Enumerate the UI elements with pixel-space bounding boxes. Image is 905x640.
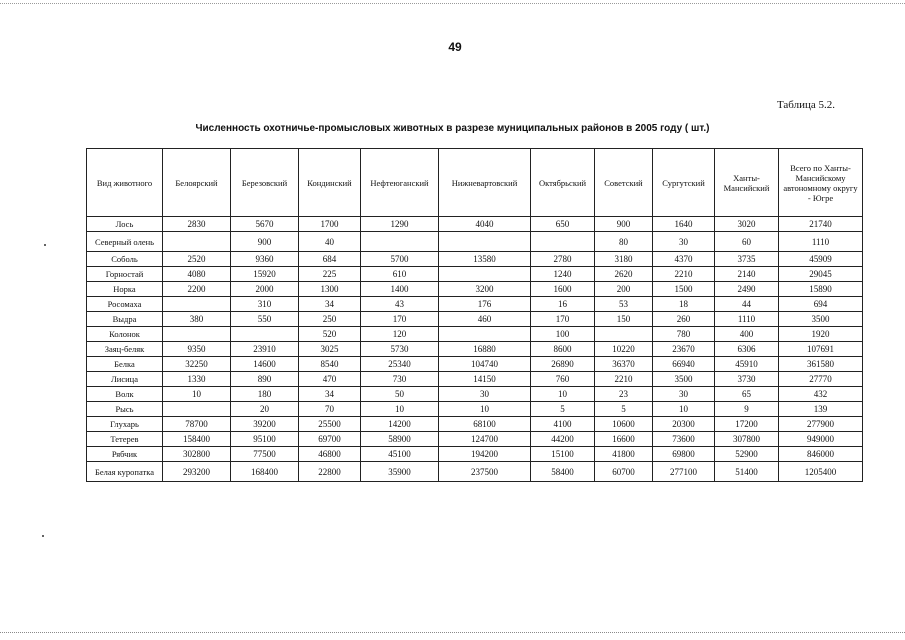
table-row — [87, 447, 863, 462]
count-cell: 200 — [595, 282, 653, 297]
count-cell: 1300 — [299, 282, 361, 297]
count-cell — [163, 232, 231, 252]
count-cell: 15920 — [231, 267, 299, 282]
count-cell: 225 — [299, 267, 361, 282]
count-cell: 120 — [361, 327, 439, 342]
count-cell: 51400 — [715, 462, 779, 482]
species-cell: Лисица — [87, 372, 163, 387]
count-cell: 44 — [715, 297, 779, 312]
count-cell: 4100 — [531, 417, 595, 432]
scan-edge-bottom — [0, 632, 905, 633]
count-cell: 650 — [531, 217, 595, 232]
column-header-district: Советский — [595, 149, 653, 217]
count-cell: 10 — [163, 387, 231, 402]
count-cell: 5670 — [231, 217, 299, 232]
count-cell: 4080 — [163, 267, 231, 282]
count-cell: 16 — [531, 297, 595, 312]
column-header-district: Кондинский — [299, 149, 361, 217]
count-cell: 760 — [531, 372, 595, 387]
count-cell: 1400 — [361, 282, 439, 297]
count-cell: 29045 — [779, 267, 863, 282]
species-cell: Глухарь — [87, 417, 163, 432]
count-cell: 15890 — [779, 282, 863, 297]
count-cell — [163, 402, 231, 417]
count-cell: 194200 — [439, 447, 531, 462]
species-cell: Горностай — [87, 267, 163, 282]
species-cell: Волк — [87, 387, 163, 402]
count-cell: 610 — [361, 267, 439, 282]
count-cell: 3025 — [299, 342, 361, 357]
count-cell: 170 — [361, 312, 439, 327]
count-cell: 293200 — [163, 462, 231, 482]
species-cell: Колонок — [87, 327, 163, 342]
count-cell: 1290 — [361, 217, 439, 232]
count-cell: 60700 — [595, 462, 653, 482]
count-cell: 1110 — [715, 312, 779, 327]
table-row — [87, 357, 863, 372]
count-cell: 2520 — [163, 252, 231, 267]
count-cell: 2490 — [715, 282, 779, 297]
count-cell: 170 — [531, 312, 595, 327]
count-cell: 20300 — [653, 417, 715, 432]
count-cell: 124700 — [439, 432, 531, 447]
count-cell: 77500 — [231, 447, 299, 462]
count-cell: 14150 — [439, 372, 531, 387]
count-cell: 10220 — [595, 342, 653, 357]
count-cell: 25340 — [361, 357, 439, 372]
table-row — [87, 232, 863, 252]
count-cell: 50 — [361, 387, 439, 402]
count-cell: 40 — [299, 232, 361, 252]
table-caption: Численность охотничье-промысловых животных в разрезе муниципальных районов в 2005 году ( шт.) — [195, 123, 710, 134]
column-header-district: Всего по Ханты-Мансийскому автономному округу - Югре — [779, 149, 863, 217]
count-cell: 21740 — [779, 217, 863, 232]
count-cell: 2140 — [715, 267, 779, 282]
count-cell: 5 — [595, 402, 653, 417]
count-cell: 45909 — [779, 252, 863, 267]
count-cell: 310 — [231, 297, 299, 312]
count-cell: 432 — [779, 387, 863, 402]
count-cell: 9 — [715, 402, 779, 417]
column-header-species: Вид животного — [87, 149, 163, 217]
count-cell: 20 — [231, 402, 299, 417]
species-cell: Рысь — [87, 402, 163, 417]
count-cell: 18 — [653, 297, 715, 312]
count-cell: 25500 — [299, 417, 361, 432]
count-cell: 16600 — [595, 432, 653, 447]
count-cell: 5 — [531, 402, 595, 417]
count-cell: 3500 — [779, 312, 863, 327]
count-cell: 307800 — [715, 432, 779, 447]
scan-speck — [42, 535, 44, 537]
count-cell — [595, 327, 653, 342]
count-cell: 22800 — [299, 462, 361, 482]
count-cell: 32250 — [163, 357, 231, 372]
count-cell: 34 — [299, 387, 361, 402]
table-row — [87, 312, 863, 327]
count-cell: 35900 — [361, 462, 439, 482]
count-cell: 80 — [595, 232, 653, 252]
count-cell: 237500 — [439, 462, 531, 482]
count-cell — [531, 232, 595, 252]
column-header-district: Сургутский — [653, 149, 715, 217]
count-cell: 1330 — [163, 372, 231, 387]
count-cell: 17200 — [715, 417, 779, 432]
count-cell: 139 — [779, 402, 863, 417]
count-cell: 104740 — [439, 357, 531, 372]
count-cell: 361580 — [779, 357, 863, 372]
count-cell: 23910 — [231, 342, 299, 357]
count-cell: 100 — [531, 327, 595, 342]
count-cell: 150 — [595, 312, 653, 327]
count-cell: 52900 — [715, 447, 779, 462]
count-cell: 45910 — [715, 357, 779, 372]
count-cell: 4370 — [653, 252, 715, 267]
count-cell: 180 — [231, 387, 299, 402]
count-cell: 13580 — [439, 252, 531, 267]
count-cell — [163, 297, 231, 312]
column-header-district: Нижневартовский — [439, 149, 531, 217]
table-row — [87, 387, 863, 402]
count-cell: 30 — [653, 387, 715, 402]
table-row — [87, 462, 863, 482]
count-cell: 470 — [299, 372, 361, 387]
table-row — [87, 252, 863, 267]
count-cell: 78700 — [163, 417, 231, 432]
count-cell: 277100 — [653, 462, 715, 482]
count-cell: 23 — [595, 387, 653, 402]
species-cell: Белка — [87, 357, 163, 372]
count-cell: 158400 — [163, 432, 231, 447]
count-cell — [361, 232, 439, 252]
species-cell: Норка — [87, 282, 163, 297]
species-cell: Лось — [87, 217, 163, 232]
count-cell: 30 — [439, 387, 531, 402]
column-header-district: Октябрьский — [531, 149, 595, 217]
count-cell: 60 — [715, 232, 779, 252]
count-cell: 30 — [653, 232, 715, 252]
count-cell: 46800 — [299, 447, 361, 462]
count-cell: 68100 — [439, 417, 531, 432]
species-cell: Соболь — [87, 252, 163, 267]
count-cell: 2830 — [163, 217, 231, 232]
wildlife-count-table — [86, 148, 863, 482]
table-row — [87, 327, 863, 342]
count-cell: 16880 — [439, 342, 531, 357]
column-header-district: Ханты-Мансийский — [715, 149, 779, 217]
column-header-district: Белоярский — [163, 149, 231, 217]
count-cell: 2620 — [595, 267, 653, 282]
count-cell: 694 — [779, 297, 863, 312]
count-cell: 10 — [439, 402, 531, 417]
count-cell: 43 — [361, 297, 439, 312]
count-cell: 69800 — [653, 447, 715, 462]
count-cell: 900 — [231, 232, 299, 252]
count-cell: 70 — [299, 402, 361, 417]
species-cell: Заяц-беляк — [87, 342, 163, 357]
count-cell: 10 — [361, 402, 439, 417]
count-cell: 4040 — [439, 217, 531, 232]
count-cell: 176 — [439, 297, 531, 312]
count-cell: 1600 — [531, 282, 595, 297]
count-cell: 1240 — [531, 267, 595, 282]
count-cell: 27770 — [779, 372, 863, 387]
count-cell: 2000 — [231, 282, 299, 297]
count-cell: 684 — [299, 252, 361, 267]
count-cell — [163, 327, 231, 342]
count-cell: 10 — [653, 402, 715, 417]
count-cell: 58400 — [531, 462, 595, 482]
count-cell: 460 — [439, 312, 531, 327]
table-row — [87, 342, 863, 357]
count-cell: 400 — [715, 327, 779, 342]
table-row — [87, 372, 863, 387]
count-cell — [231, 327, 299, 342]
count-cell: 23670 — [653, 342, 715, 357]
table-row — [87, 417, 863, 432]
count-cell: 34 — [299, 297, 361, 312]
count-cell: 8600 — [531, 342, 595, 357]
column-header-district: Березовский — [231, 149, 299, 217]
count-cell: 302800 — [163, 447, 231, 462]
count-cell: 10 — [531, 387, 595, 402]
species-cell: Выдра — [87, 312, 163, 327]
species-cell: Рябчик — [87, 447, 163, 462]
count-cell: 3200 — [439, 282, 531, 297]
count-cell: 58900 — [361, 432, 439, 447]
count-cell: 73600 — [653, 432, 715, 447]
table-row — [87, 432, 863, 447]
table-label: Таблица 5.2. — [776, 99, 835, 111]
count-cell: 1205400 — [779, 462, 863, 482]
count-cell: 2780 — [531, 252, 595, 267]
count-cell: 69700 — [299, 432, 361, 447]
table-row — [87, 402, 863, 417]
count-cell — [439, 267, 531, 282]
count-cell: 66940 — [653, 357, 715, 372]
count-cell: 250 — [299, 312, 361, 327]
count-cell: 36370 — [595, 357, 653, 372]
count-cell: 45100 — [361, 447, 439, 462]
count-cell: 107691 — [779, 342, 863, 357]
species-cell: Росомаха — [87, 297, 163, 312]
count-cell: 3735 — [715, 252, 779, 267]
count-cell: 15100 — [531, 447, 595, 462]
count-cell: 39200 — [231, 417, 299, 432]
count-cell: 65 — [715, 387, 779, 402]
count-cell: 3730 — [715, 372, 779, 387]
count-cell: 3020 — [715, 217, 779, 232]
scan-edge-top — [0, 3, 905, 4]
count-cell: 890 — [231, 372, 299, 387]
count-cell: 9360 — [231, 252, 299, 267]
scan-speck — [44, 244, 46, 246]
count-cell: 14200 — [361, 417, 439, 432]
table-row — [87, 217, 863, 232]
count-cell: 1700 — [299, 217, 361, 232]
count-cell: 550 — [231, 312, 299, 327]
count-cell: 3180 — [595, 252, 653, 267]
count-cell: 9350 — [163, 342, 231, 357]
count-cell: 6306 — [715, 342, 779, 357]
count-cell: 41800 — [595, 447, 653, 462]
count-cell: 1110 — [779, 232, 863, 252]
table-row — [87, 267, 863, 282]
species-cell: Тетерев — [87, 432, 163, 447]
species-cell: Северный олень — [87, 232, 163, 252]
count-cell: 3500 — [653, 372, 715, 387]
count-cell: 2200 — [163, 282, 231, 297]
count-cell: 949000 — [779, 432, 863, 447]
count-cell: 10600 — [595, 417, 653, 432]
count-cell: 44200 — [531, 432, 595, 447]
count-cell: 8540 — [299, 357, 361, 372]
table-row — [87, 297, 863, 312]
count-cell — [439, 327, 531, 342]
count-cell: 277900 — [779, 417, 863, 432]
table-row — [87, 282, 863, 297]
count-cell: 2210 — [595, 372, 653, 387]
species-cell: Белая куропатка — [87, 462, 163, 482]
count-cell: 2210 — [653, 267, 715, 282]
table-header-row — [87, 149, 863, 217]
count-cell — [439, 232, 531, 252]
count-cell: 1920 — [779, 327, 863, 342]
count-cell: 900 — [595, 217, 653, 232]
column-header-district: Нефтеюганский — [361, 149, 439, 217]
count-cell: 168400 — [231, 462, 299, 482]
count-cell: 846000 — [779, 447, 863, 462]
count-cell: 5730 — [361, 342, 439, 357]
count-cell: 730 — [361, 372, 439, 387]
count-cell: 14600 — [231, 357, 299, 372]
table-body — [87, 217, 863, 482]
count-cell: 1500 — [653, 282, 715, 297]
count-cell: 520 — [299, 327, 361, 342]
count-cell: 26890 — [531, 357, 595, 372]
count-cell: 260 — [653, 312, 715, 327]
count-cell: 780 — [653, 327, 715, 342]
count-cell: 1640 — [653, 217, 715, 232]
count-cell: 5700 — [361, 252, 439, 267]
count-cell: 380 — [163, 312, 231, 327]
count-cell: 53 — [595, 297, 653, 312]
page-number: 49 — [448, 40, 462, 54]
count-cell: 95100 — [231, 432, 299, 447]
